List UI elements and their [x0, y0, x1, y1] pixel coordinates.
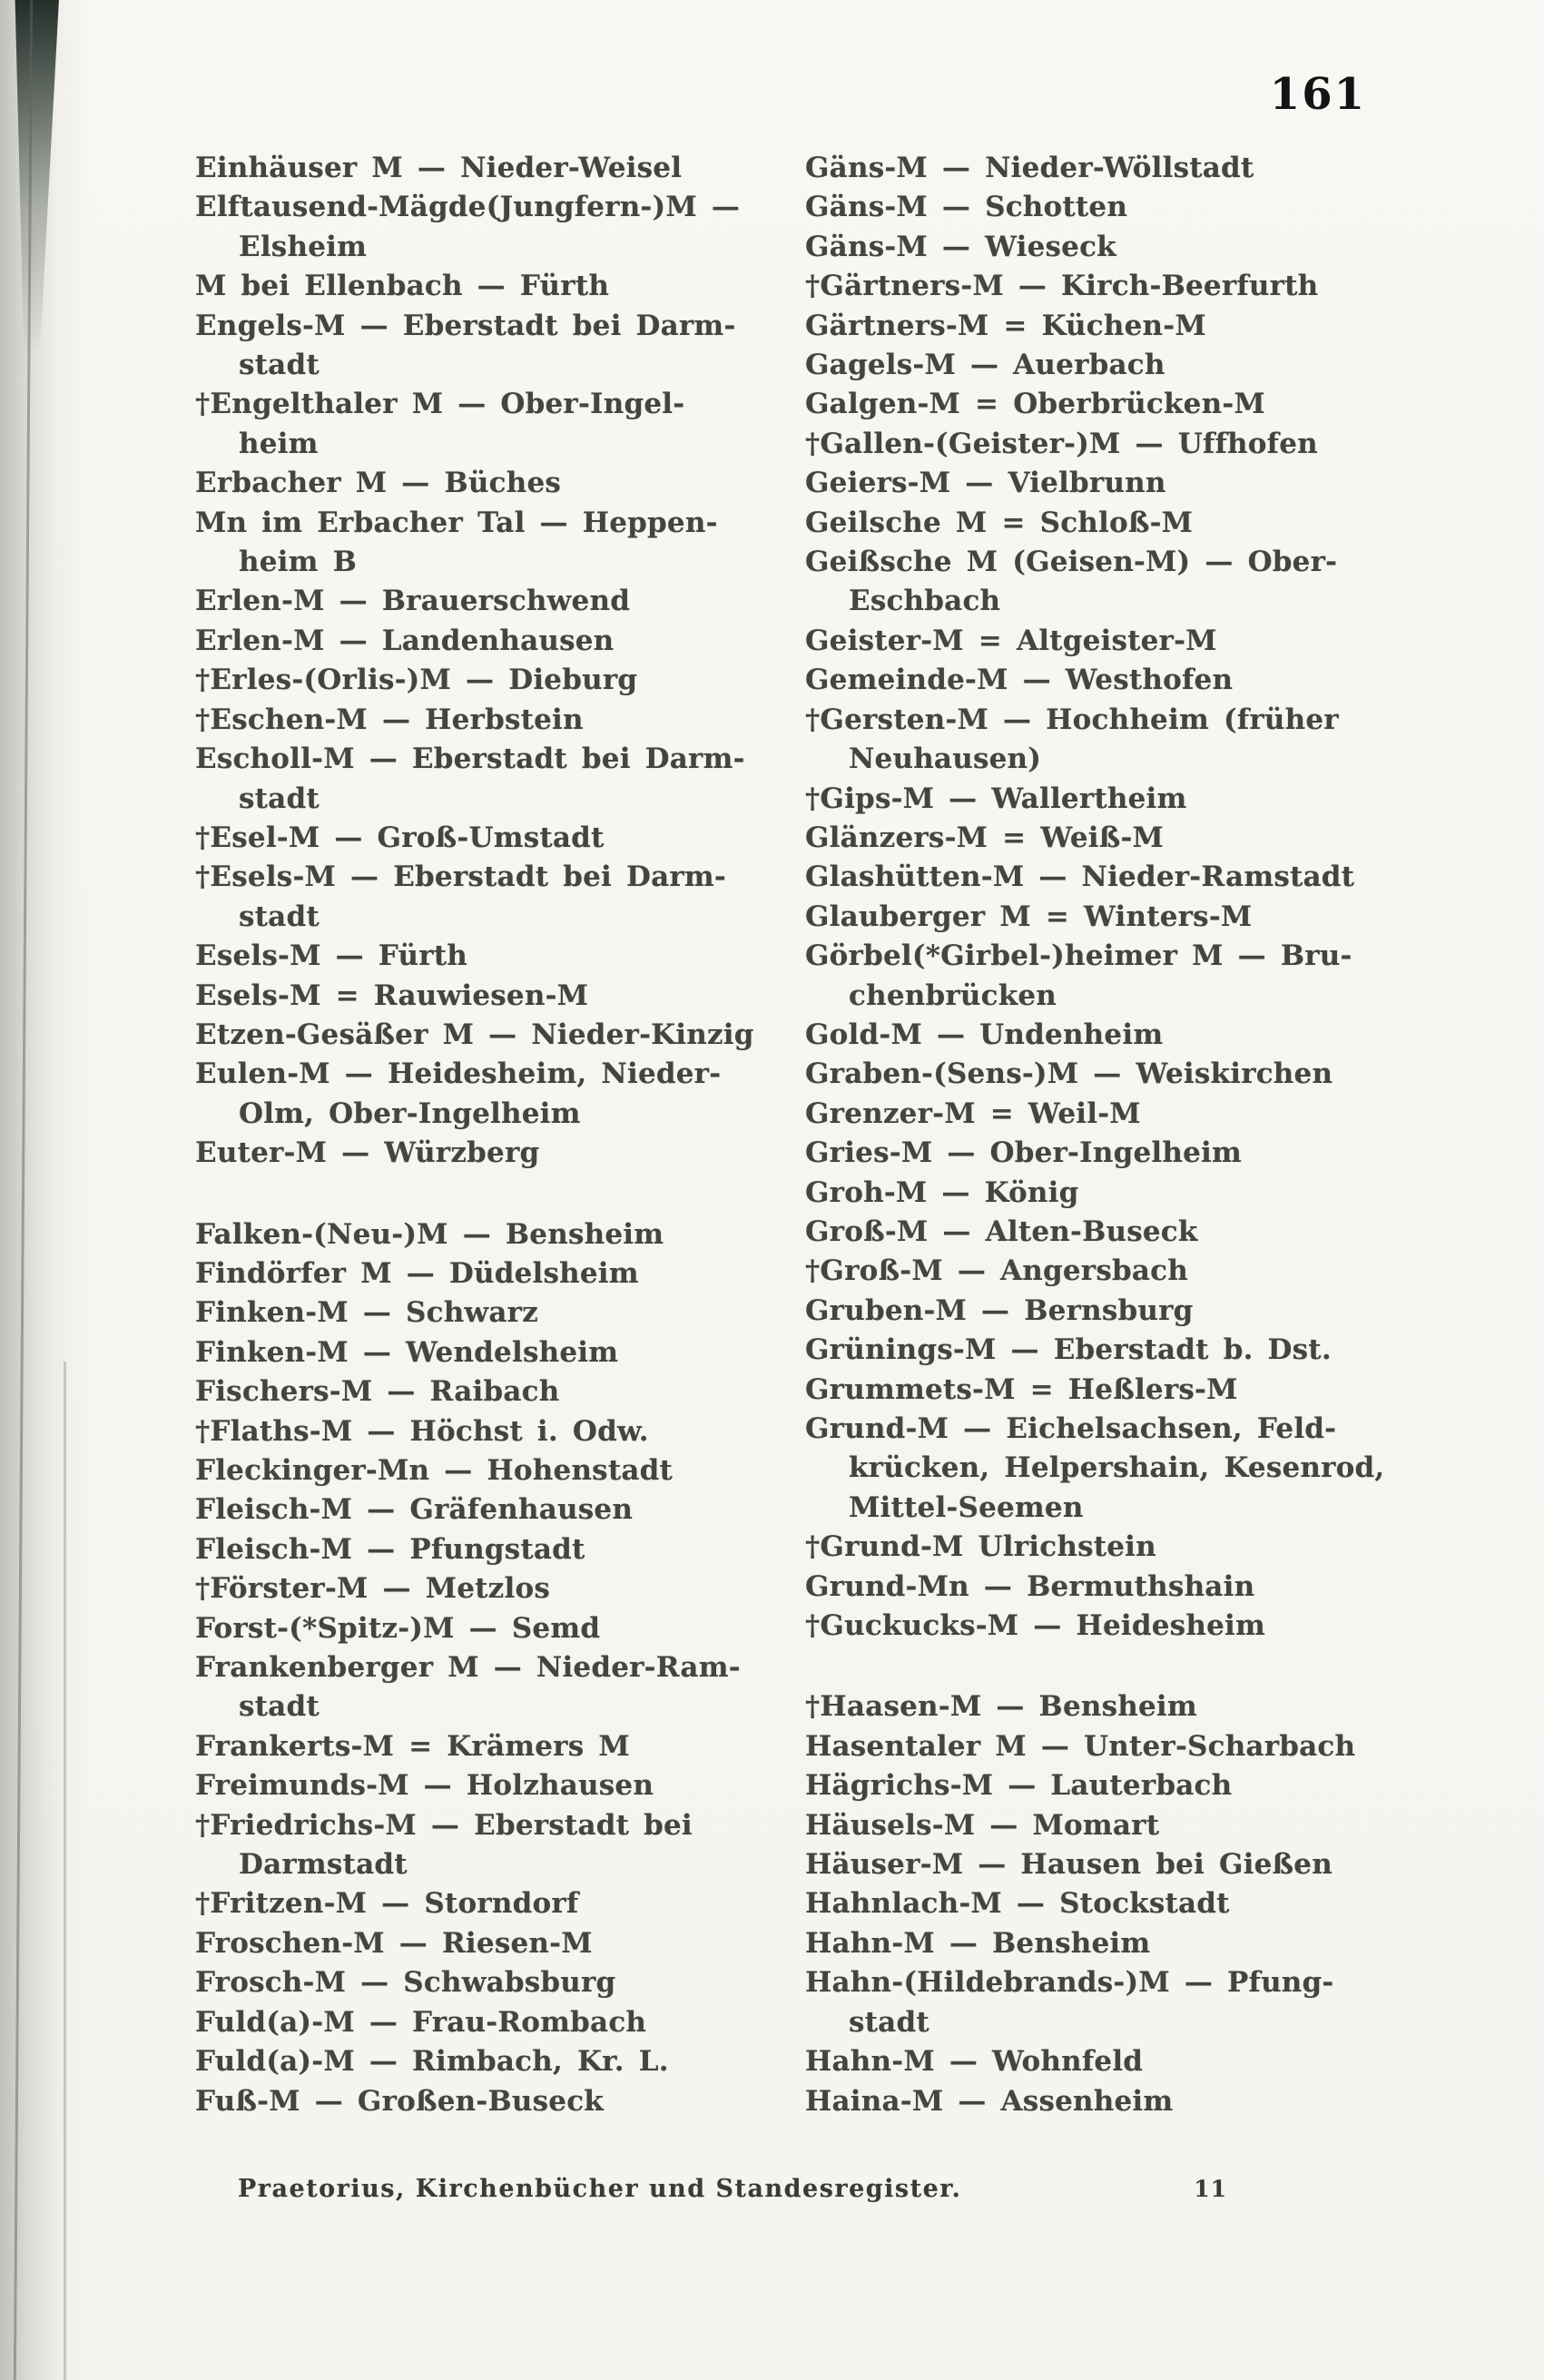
index-entry	[805, 267, 1415, 306]
entry-line: Euter-M — Würzberg	[195, 1136, 540, 1170]
index-entry	[805, 819, 1415, 858]
entry-continuation-line: stadt	[849, 2005, 929, 2039]
entry-line: †Gersten-M — Hochheim (früher	[805, 703, 1339, 736]
entry-continuation-line: stadt	[239, 1690, 320, 1724]
index-entry	[805, 1806, 1415, 1845]
entry-line: Graben-(Sens-)M — Weiskirchen	[805, 1057, 1333, 1091]
index-entry	[805, 1607, 1415, 1646]
index-entry	[195, 1412, 758, 1451]
index-entry	[195, 149, 758, 188]
entry-line: Freimunds-M — Holzhausen	[195, 1769, 654, 1803]
entry-continuation-line: Olm, Ober-Ingelheim	[239, 1097, 581, 1130]
entry-continuation-line: krücken, Helpershain, Kesenrod,	[849, 1451, 1385, 1485]
entry-line: Hahn-(Hildebrands-)M — Pfung-	[805, 1966, 1334, 2000]
entry-line: Finken-M — Wendelsheim	[195, 1335, 619, 1369]
entry-line: Mn im Erbacher Tal — Heppen-	[195, 506, 718, 539]
index-entry	[195, 1134, 758, 1173]
index-entry	[805, 1924, 1415, 1963]
index-entry	[195, 1215, 758, 1254]
entry-line: Görbel(*Girbel-)heimer M — Bru-	[805, 939, 1352, 973]
entry-line: Gärtners-M = Küchen-M	[805, 309, 1206, 342]
index-entry	[195, 267, 758, 306]
index-entry	[805, 1055, 1415, 1094]
index-entry	[195, 1963, 758, 2002]
entry-line: Glashütten-M — Nieder-Ramstadt	[805, 861, 1355, 894]
index-entry	[805, 1213, 1415, 1252]
entry-line: †Erles-(Orlis-)M — Dieburg	[195, 664, 638, 697]
entry-line: †Grund-M Ulrichstein	[805, 1530, 1156, 1564]
index-entry	[805, 1766, 1415, 1805]
entry-line: Fuld(a)-M — Frau-Rombach	[195, 2005, 647, 2039]
entry-line: †Gips-M — Wallertheim	[805, 782, 1187, 815]
page-number: 161	[1269, 69, 1366, 120]
index-entry	[195, 1451, 758, 1490]
entry-line: Frankenberger M — Nieder-Ram-	[195, 1651, 741, 1685]
index-entry	[805, 1963, 1415, 2042]
entry-line: Geilsche M = Schloß-M	[805, 506, 1194, 539]
entry-continuation-line: chenbrücken	[849, 979, 1057, 1012]
index-entry	[805, 1016, 1415, 1055]
entry-line: †Haasen-M — Bensheim	[805, 1690, 1197, 1724]
index-entry	[195, 701, 758, 740]
index-entry	[805, 1252, 1415, 1291]
entry-line: †Fritzen-M — Storndorf	[195, 1887, 579, 1921]
index-entry	[195, 819, 758, 858]
index-entry	[805, 307, 1415, 346]
index-entry	[805, 1528, 1415, 1567]
entry-line: Grund-Mn — Bermuthshain	[805, 1569, 1255, 1603]
index-entry	[195, 1530, 758, 1569]
entry-continuation-line: heim	[239, 427, 319, 460]
entry-continuation-line: Neuhausen)	[849, 743, 1042, 776]
index-entry	[195, 740, 758, 819]
binding-corner-mark	[2, 0, 67, 356]
index-entry	[195, 1884, 758, 1923]
index-entry	[805, 661, 1415, 700]
index-entry	[195, 1333, 758, 1372]
entry-continuation-line: Eschbach	[849, 585, 1001, 618]
index-entry	[805, 622, 1415, 661]
index-entry	[195, 1254, 758, 1293]
binding-shadow	[0, 0, 91, 2380]
index-entry	[195, 464, 758, 503]
entry-line: Gold-M — Undenheim	[805, 1018, 1164, 1051]
entry-line: Froschen-M — Riesen-M	[195, 1926, 593, 1960]
entry-line: Geister-M = Altgeister-M	[805, 624, 1217, 657]
index-entry	[805, 1568, 1415, 1607]
entry-line: Hahnlach-M — Stockstadt	[805, 1887, 1230, 1921]
index-entry	[805, 464, 1415, 503]
entry-line: Esels-M — Fürth	[195, 939, 467, 973]
entry-line: Escholl-M — Eberstadt bei Darm-	[195, 743, 745, 776]
index-entry	[195, 1806, 758, 1885]
index-entry	[805, 188, 1415, 227]
entry-line: Galgen-M = Oberbrücken-M	[805, 388, 1265, 421]
index-entry	[805, 1134, 1415, 1173]
index-entry	[805, 780, 1415, 819]
index-entry	[195, 977, 758, 1016]
entry-continuation-line: stadt	[239, 900, 320, 933]
index-entry	[195, 661, 758, 700]
entry-line: Fuld(a)-M — Rimbach, Kr. L.	[195, 2045, 669, 2079]
page-edge-line-secondary	[64, 1362, 66, 2380]
index-entry	[805, 1174, 1415, 1213]
index-entry	[805, 504, 1415, 543]
entry-line: Gemeinde-M — Westhofen	[805, 664, 1234, 697]
entry-line: Hägrichs-M — Lauterbach	[805, 1769, 1233, 1803]
entry-line: †Eschen-M — Herbstein	[195, 703, 584, 736]
entry-line: Finken-M — Schwarz	[195, 1296, 538, 1330]
index-entry	[195, 1727, 758, 1766]
entry-line: Fleisch-M — Gräfenhausen	[195, 1493, 634, 1527]
index-entry	[195, 937, 758, 976]
index-entry	[805, 1845, 1415, 1884]
index-entry	[805, 937, 1415, 1016]
index-entry	[805, 543, 1415, 622]
entry-line: Fuß-M — Großen-Buseck	[195, 2084, 604, 2118]
entry-line: Erlen-M — Landenhausen	[195, 624, 615, 657]
index-entry	[805, 2042, 1415, 2081]
entry-line: †Guckucks-M — Heidesheim	[805, 1609, 1265, 1643]
index-entry	[195, 2042, 758, 2081]
entry-line: Gäns-M — Schotten	[805, 191, 1128, 224]
entry-line: Etzen-Gesäßer M — Nieder-Kinzig	[195, 1018, 754, 1051]
entry-line: Hahn-M — Wohnfeld	[805, 2045, 1144, 2079]
entry-line: Findörfer M — Düdelsheim	[195, 1256, 639, 1290]
entry-line: Häuser-M — Hausen bei Gießen	[805, 1848, 1333, 1882]
index-column-left	[195, 149, 758, 2121]
entry-line: Einhäuser M — Nieder-Weisel	[195, 152, 683, 184]
entry-line: †Groß-M — Angersbach	[805, 1254, 1188, 1288]
entry-line: Gäns-M — Nieder-Wöllstadt	[805, 152, 1254, 184]
entry-line: †Esel-M — Groß-Umstadt	[195, 821, 605, 854]
entry-line: Engels-M — Eberstadt bei Darm-	[195, 309, 736, 342]
entry-line: Frankerts-M = Krämers M	[195, 1729, 630, 1763]
entry-line: Frosch-M — Schwabsburg	[195, 1966, 616, 2000]
index-entry	[195, 385, 758, 464]
index-entry	[805, 1371, 1415, 1410]
index-entry	[195, 1372, 758, 1411]
entry-line: †Engelthaler M — Ober-Ingel-	[195, 388, 685, 421]
index-entry	[805, 701, 1415, 780]
entry-line: Grummets-M = Heßlers-M	[805, 1372, 1238, 1406]
index-entry	[805, 2082, 1415, 2121]
entry-line: Glauberger M = Winters-M	[805, 900, 1253, 933]
footer-signature-mark: 11	[1194, 2176, 1227, 2202]
index-entry	[805, 1410, 1415, 1528]
entry-continuation-line: heim B	[239, 546, 358, 579]
entry-line: Fischers-M — Raibach	[195, 1375, 560, 1409]
index-entry	[195, 1766, 758, 1805]
index-entry	[195, 582, 758, 621]
entry-continuation-line: Darmstadt	[239, 1848, 408, 1882]
entry-line: Hahn-M — Bensheim	[805, 1926, 1151, 1960]
entry-line: Groß-M — Alten-Buseck	[805, 1215, 1198, 1248]
index-entry	[195, 1569, 758, 1608]
entry-line: Gruben-M — Bernsburg	[805, 1293, 1194, 1327]
entry-line: †Esels-M — Eberstadt bei Darm-	[195, 861, 726, 894]
entry-line: Eulen-M — Heidesheim, Nieder-	[195, 1057, 722, 1091]
entry-line: Erlen-M — Brauerschwend	[195, 585, 631, 618]
entry-line: †Friedrichs-M — Eberstadt bei	[195, 1808, 693, 1842]
index-entry	[195, 504, 758, 583]
entry-line: Grenzer-M = Weil-M	[805, 1097, 1141, 1130]
index-entry	[195, 307, 758, 386]
index-entry	[195, 858, 758, 937]
entry-line: Geißsche M (Geisen-M) — Ober-	[805, 546, 1338, 579]
index-entry	[805, 385, 1415, 424]
entry-line: Geiers-M — Vielbrunn	[805, 467, 1166, 500]
index-entry	[805, 346, 1415, 385]
index-entry	[805, 1095, 1415, 1134]
index-entry	[195, 2003, 758, 2042]
entry-line: †Gärtners-M — Kirch-Beerfurth	[805, 270, 1319, 303]
entry-line: Gagels-M — Auerbach	[805, 349, 1165, 382]
entry-line: M bei Ellenbach — Fürth	[195, 270, 610, 303]
entry-line: Hasentaler M — Unter-Scharbach	[805, 1729, 1356, 1763]
index-entry	[195, 1016, 758, 1055]
index-entry	[805, 1687, 1415, 1726]
entry-continuation-line: stadt	[239, 782, 320, 815]
entry-line: Erbacher M — Büches	[195, 467, 562, 500]
entry-line: Gäns-M — Wieseck	[805, 230, 1116, 263]
index-entry	[195, 622, 758, 661]
index-entry	[805, 149, 1415, 188]
entry-line: Haina-M — Assenheim	[805, 2084, 1174, 2118]
index-entry	[195, 2082, 758, 2121]
index-entry	[805, 1727, 1415, 1766]
footer-running-title: Praetorius, Kirchenbücher und Standesregister.	[238, 2175, 962, 2203]
index-entry	[195, 1648, 758, 1727]
index-entry	[805, 425, 1415, 464]
index-entry	[195, 1609, 758, 1648]
entry-line: †Flaths-M — Höchst i. Odw.	[195, 1414, 649, 1448]
entry-line: Gries-M — Ober-Ingelheim	[805, 1136, 1242, 1170]
index-entry	[805, 1331, 1415, 1370]
index-column-right	[805, 149, 1415, 2121]
index-entry	[805, 1292, 1415, 1331]
entry-line: Groh-M — König	[805, 1175, 1079, 1209]
entry-line: Elftausend-Mägde(Jungfern-)M —	[195, 191, 741, 224]
index-entry	[805, 1884, 1415, 1923]
entry-line: Falken-(Neu-)M — Bensheim	[195, 1217, 664, 1251]
entry-line: Glänzers-M = Weiß-M	[805, 821, 1165, 854]
entry-continuation-line: stadt	[239, 349, 320, 382]
index-columns	[195, 149, 1415, 2121]
entry-line: †Förster-M — Metzlos	[195, 1572, 550, 1606]
index-entry	[195, 1293, 758, 1333]
page-footer	[238, 2175, 1227, 2203]
entry-line: †Gallen-(Geister-)M — Uffhofen	[805, 427, 1318, 460]
entry-line: Grünings-M — Eberstadt b. Dst.	[805, 1333, 1332, 1367]
page-edge-line	[14, 0, 33, 2380]
entry-line: Fleisch-M — Pfungstadt	[195, 1532, 585, 1566]
index-entry	[195, 1924, 758, 1963]
index-entry	[195, 188, 758, 267]
index-entry	[805, 858, 1415, 897]
entry-line: Häusels-M — Momart	[805, 1808, 1160, 1842]
entry-continuation-line: Mittel-Seemen	[849, 1490, 1084, 1524]
entry-line: Grund-M — Eichelsachsen, Feld-	[805, 1412, 1337, 1445]
entry-line: Esels-M = Rauwiesen-M	[195, 979, 589, 1012]
index-entry	[805, 898, 1415, 937]
entry-line: Fleckinger-Mn — Hohenstadt	[195, 1454, 674, 1487]
entry-continuation-line: Elsheim	[239, 230, 368, 263]
entry-line: Forst-(*Spitz-)M — Semd	[195, 1611, 601, 1645]
index-entry	[195, 1055, 758, 1134]
index-entry	[805, 228, 1415, 267]
index-entry	[195, 1490, 758, 1529]
